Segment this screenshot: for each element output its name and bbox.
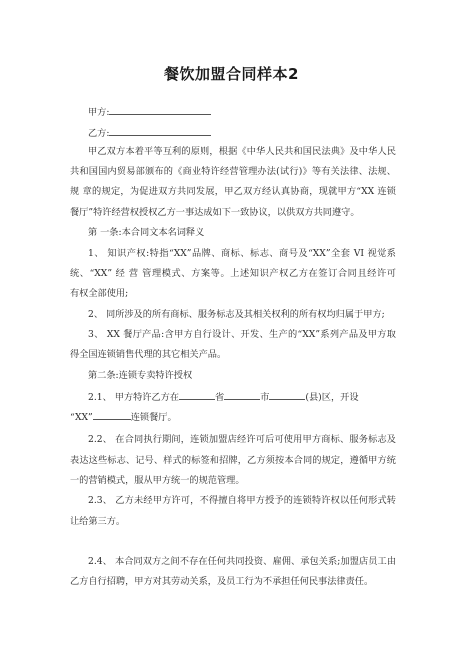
party-b-blank (109, 126, 211, 136)
article-2-item-1-line-2 (70, 410, 396, 424)
article-2-item-1-tail: (县)区，开设 (305, 392, 359, 403)
article-1-item-1: 1、 知识产权:特指“XX”品牌、商标、标志、商号及“XX”全套 VI 视觉系 (88, 248, 396, 259)
intro-line: 共和国国内贸易部颁布的《商业特许经营管理办法(试行)》等有关法律、法规、 (70, 166, 396, 177)
article-2-item-2: 一的营销模式，服从甲方统一的规范管理。 (70, 475, 245, 486)
article-2-item-2: 表达这些标志、记号、样式的标签和招牌，乙方须按本合同的规定，遵循甲方统 (70, 455, 396, 466)
intro-line: 规 章的规定，为促进双方共同发展，甲乙双方经认真协商，现就甲方“XX 连锁 (70, 186, 396, 197)
article-1-heading: 第 一条:本合同文本名词释义 (88, 227, 205, 238)
article-2-item-4: 乙方自行招聘，甲方对其劳动关系，及员工行为不承担任何民事法律责任。 (70, 576, 374, 587)
article-2-item-3: 让给第三方。 (70, 516, 126, 527)
store-name-blank (93, 410, 131, 420)
article-1-item-3: 得全国连锁销售代理的其它相关产品。 (70, 349, 227, 360)
intro-line: 餐厅”特许经营权授权乙方一事达成如下一致协议，以供双方共同遵守。 (70, 207, 360, 218)
county-blank (269, 390, 305, 400)
article-2-item-1-line-2-tail: 连锁餐厅。 (130, 412, 177, 423)
article-2-item-1-lead: 2.1、 甲方特许乙方在 (88, 392, 180, 403)
intro-line: 甲乙双方本着平等互利的原则，根据《中华人民共和国民法典》及中华人民 (88, 146, 396, 157)
city-blank (224, 390, 260, 400)
party-b-label: 乙方: (88, 128, 110, 139)
party-a-line (88, 105, 396, 119)
article-1-item-1: 统、“XX” 经 营 管理模式、方案等。上述知识产权乙方在签订合同且经许可 (70, 268, 396, 279)
article-1-item-2: 2、 同所涉及的所有商标、服务标志及其相关权利的所有权均归属于甲方; (88, 309, 385, 320)
article-1-item-3: 3、 XX 餐厅产品:含甲方自行设计、开发、生产的“XX”系列产品及甲方取 (88, 329, 396, 340)
province-blank (179, 390, 215, 400)
article-2-item-2: 2.2、 在合同执行期间，连锁加盟店经许可后可使用甲方商标、服务标志及 (88, 434, 396, 445)
province-label: 省 (215, 392, 225, 403)
brand-quote: “XX” (70, 412, 93, 423)
party-b-line (88, 126, 396, 140)
party-a-label: 甲方: (88, 107, 110, 118)
article-2-item-4: 2.4、 本合同双方之间不存在任何共同投资、雇佣、承包关系;加盟店员工由 (88, 556, 396, 567)
document-title: 餐饮加盟合同样本2 (164, 65, 299, 83)
article-2-item-1 (88, 390, 396, 404)
article-1-item-1: 有权全部使用; (70, 288, 129, 299)
article-2-item-3: 2.3、 乙方未经甲方许可，不得擅自将甲方授予的连锁特许权以任何形式转 (88, 495, 396, 506)
city-label: 市 (260, 392, 270, 403)
article-2-heading: 第二条:连锁专卖特许授权 (88, 370, 193, 381)
party-a-blank (109, 105, 211, 115)
